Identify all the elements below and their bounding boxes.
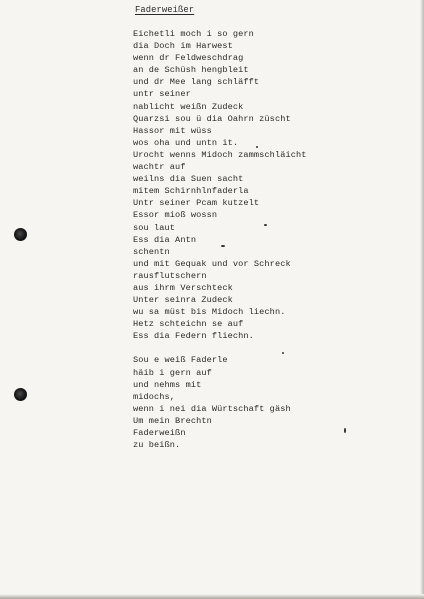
poem xyxy=(133,5,393,451)
poem-line: wenn dr Feldweschdrag xyxy=(133,53,244,64)
poem-line: und dr Mee lang schläfft xyxy=(133,77,260,88)
poem-line: Eichetli moch i so gern xyxy=(133,29,254,39)
poem-line: Sou e weiß Faderle xyxy=(133,355,228,366)
poem-line: schentn xyxy=(133,246,170,257)
poem-line: wenn i nei dia Würtschaft gäsh xyxy=(133,403,291,414)
poem-line: Hetz schteichn se auf xyxy=(133,319,244,330)
poem-line: dia Doch im Harwest xyxy=(133,41,233,52)
poem-line: Quarzsi sou ü dia Oahrn züscht xyxy=(133,113,291,124)
poem-line: Ess dia Antn xyxy=(133,234,197,245)
poem-line: Unter seinra Zudeck xyxy=(133,295,233,306)
poem-line: Faderweißn xyxy=(133,428,186,438)
poem-line: Um mein Brechtn xyxy=(133,415,212,426)
poem-line: und mit Gequak und vor Schreck xyxy=(133,258,291,269)
poem-line: wachtr auf xyxy=(133,162,186,173)
poem-line: Hassor mit wüss xyxy=(133,125,212,136)
poem-line: und nehms mit xyxy=(133,379,202,390)
poem-line: aus ihrm Verschteck xyxy=(133,282,233,293)
scan-shadow-right xyxy=(420,0,424,599)
poem-line: wos oha und untn it. xyxy=(133,137,239,148)
poem-line: Urocht wenns Midoch zammschläicht xyxy=(133,149,307,160)
punch-hole-icon xyxy=(14,388,27,401)
poem-line: sou laut xyxy=(133,222,176,233)
punch-hole-icon xyxy=(14,228,27,241)
poem-line: weilns dia Suen sacht xyxy=(133,174,244,185)
poem-line: an de Schüsh hengbleit xyxy=(133,65,249,76)
poem-line: midochs, xyxy=(133,391,176,402)
poem-line: Ess dia Federn fliechn. xyxy=(133,331,254,342)
scan-shadow-bottom xyxy=(0,594,424,599)
stanza-1 xyxy=(133,28,393,342)
poem-line: zu beißn. xyxy=(133,440,181,451)
poem-line: mitem Schirnhlnfaderla xyxy=(133,186,249,197)
poem-line: Untr seiner Pcam kutzelt xyxy=(133,198,260,209)
poem-line: untr seiner xyxy=(133,89,191,100)
poem-line: nablicht weißn Zudeck xyxy=(133,101,244,112)
poem-line: häib i gern auf xyxy=(133,367,212,378)
poem-line: rausflutschern xyxy=(133,270,207,281)
stanza-2 xyxy=(133,354,393,451)
poem-line: wu sa müst bis Midoch liechn. xyxy=(133,307,286,318)
poem-line: Essor mioß wossn xyxy=(133,210,218,221)
poem-title: Faderweißer xyxy=(135,5,195,15)
